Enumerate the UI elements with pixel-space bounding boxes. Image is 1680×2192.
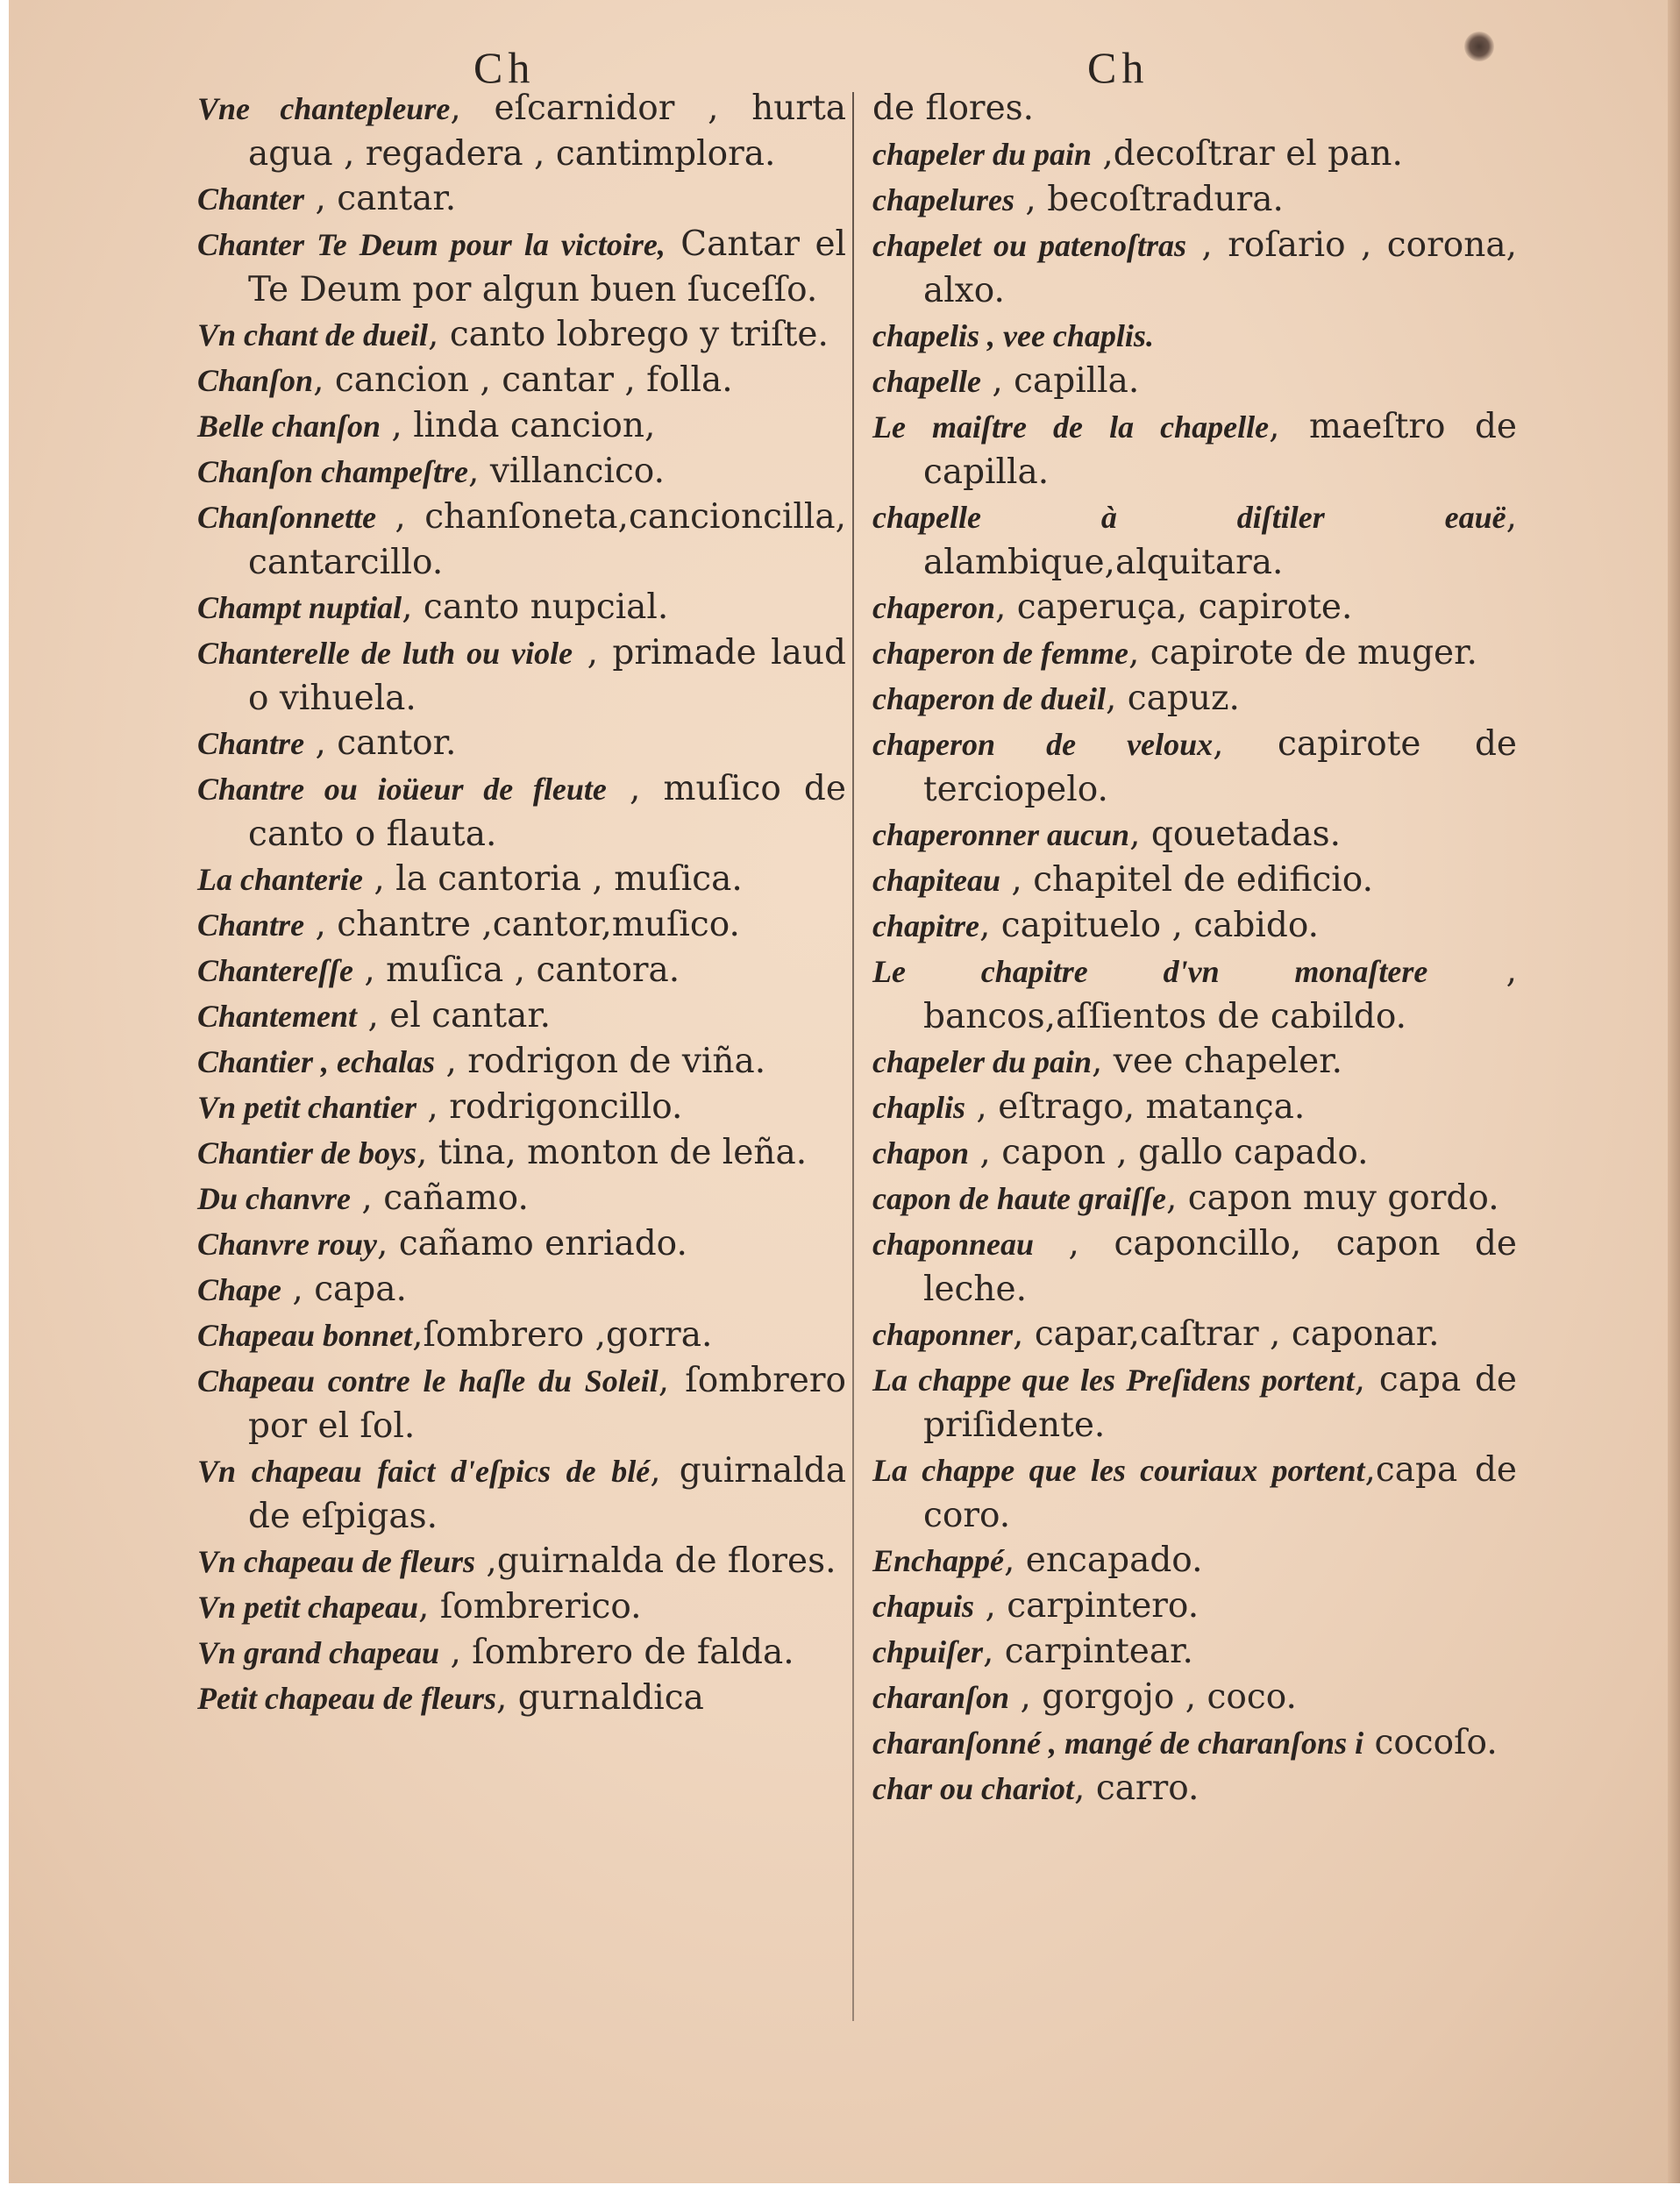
dictionary-entry (872, 1085, 1517, 1130)
dictionary-entry (872, 132, 1517, 177)
entry-translation: ,guirnalda de flores. (475, 1541, 836, 1581)
entry-translation: , rodrigon de viña. (435, 1042, 766, 1081)
dictionary-entry (872, 722, 1517, 812)
entry-headword: Chanſonnette (197, 500, 377, 535)
dictionary-entry (197, 993, 846, 1039)
entry-translation: , chanſoneta,cancioncilla, cantarcillo. (248, 497, 846, 582)
entry-translation: , tina, monton de leña. (416, 1133, 808, 1172)
dictionary-entry (197, 948, 846, 993)
entry-headword: char ou chariot (872, 1771, 1075, 1806)
entry-translation: , carpintear. (983, 1632, 1193, 1671)
dictionary-entry (197, 630, 846, 721)
entry-headword: chaperonner aucun (872, 817, 1130, 852)
dictionary-entry (872, 223, 1517, 313)
entry-translation: , bancos,aſſientos de cabildo. (923, 951, 1517, 1036)
entry-translation: , el cantar. (357, 996, 552, 1036)
entry-translation: cocoſo. (1363, 1723, 1498, 1762)
entry-headword: Chantre (197, 726, 305, 761)
entry-translation: , carpintero. (974, 1586, 1199, 1626)
entry-translation: , muſico de canto o flauta. (248, 769, 846, 854)
dictionary-entry (872, 1766, 1517, 1811)
entry-headword: Le chapitre d'vn monaſtere (872, 954, 1428, 989)
entry-headword: Chantement (197, 999, 358, 1034)
entry-translation: , ſombrerico. (418, 1587, 642, 1626)
dictionary-entry (872, 1538, 1517, 1584)
entry-headword: chapelle (872, 364, 981, 399)
entry-translation: , capirote de muger. (1128, 633, 1477, 673)
left-column (197, 86, 846, 1721)
dictionary-entry (197, 1039, 846, 1085)
entry-headword: chapelet ou patenoſtras (872, 228, 1186, 263)
entry-headword: Chantier , echalas (197, 1044, 436, 1079)
page-edge (1668, 0, 1680, 2183)
dictionary-entry (197, 766, 846, 857)
entry-translation: , cantar. (304, 179, 457, 218)
dictionary-entry (872, 1629, 1517, 1675)
dictionary-entry (872, 1039, 1517, 1085)
entry-headword: Chanvre rouy (197, 1227, 378, 1262)
entry-headword: chaperon de femme (872, 636, 1128, 671)
entry-translation: de flores. (872, 89, 1035, 128)
entry-translation: , ſombrero de falda. (439, 1633, 794, 1672)
entry-headword: Vne chantepleure (197, 91, 451, 126)
entry-translation: , encapado. (1004, 1541, 1203, 1580)
entry-headword: Chanſon champeſtre (197, 454, 469, 489)
entry-translation: , muſica , cantora. (352, 950, 680, 990)
entry-translation: , ſombrero por el ſol. (248, 1361, 846, 1446)
entry-translation: Cantar el Te Deum por algun buen ſuceſſo. (248, 224, 847, 310)
dictionary-entry (197, 1313, 846, 1358)
dictionary-page (9, 0, 1680, 2183)
entry-translation: , caponcillo, capon de leche. (923, 1224, 1517, 1309)
entry-translation: , guirnalda de eſpigas. (248, 1451, 847, 1536)
entry-translation: , maeſtro de capilla. (923, 407, 1517, 492)
dictionary-entry (872, 858, 1517, 903)
entry-headword: chpuiſer (872, 1634, 983, 1669)
entry-translation: , cañamo. (351, 1178, 529, 1218)
dictionary-entry (197, 1221, 846, 1267)
entry-translation: , capa de priſidente. (923, 1360, 1518, 1445)
entry-headword: chaperon de dueil (872, 681, 1106, 716)
dictionary-entry (872, 1584, 1517, 1629)
entry-translation: ,ſombrero ,gorra. (412, 1315, 713, 1355)
entry-headword: Chapeau contre le haſle du Soleil (197, 1363, 658, 1398)
entry-headword: Chanterelle de luth ou viole (197, 636, 573, 671)
entry-translation: , canto lobrego y triſte. (428, 315, 829, 354)
entry-headword: charanſon (872, 1680, 1010, 1715)
dictionary-entry (872, 1176, 1517, 1221)
dictionary-entry (872, 404, 1517, 495)
dictionary-entry (872, 903, 1517, 949)
dictionary-entry (197, 857, 846, 902)
dictionary-entry (872, 1221, 1517, 1312)
entry-translation: , villancico. (468, 452, 665, 491)
dictionary-entry (872, 812, 1517, 858)
entry-translation: , capuz. (1106, 679, 1240, 718)
right-column-header: Ch (1087, 43, 1150, 92)
entry-translation: , cantor. (304, 723, 457, 763)
entry-translation: , linda cancion, (381, 406, 656, 445)
dictionary-entry (872, 1675, 1517, 1720)
entry-translation: , alambique,alquitara. (923, 497, 1517, 582)
entry-translation: , capon , gallo capado. (969, 1133, 1369, 1172)
entry-headword: Vn chant de dueil (197, 317, 429, 352)
ink-blot (1464, 32, 1494, 61)
entry-headword: chapitre (872, 908, 979, 943)
dictionary-entry (872, 359, 1517, 404)
entry-headword: La chappe que les Preſidens portent (872, 1363, 1355, 1398)
entry-translation: , chantre ,cantor,muſico. (304, 905, 740, 944)
entry-headword: chapelures (872, 182, 1014, 217)
dictionary-entry (872, 949, 1517, 1039)
dictionary-entry (872, 676, 1517, 722)
entry-translation: , capa. (281, 1270, 407, 1309)
entry-translation: , primade laud o vihuela. (248, 633, 846, 718)
entry-translation: , canto nupcial. (402, 587, 669, 627)
column-divider (852, 92, 854, 2021)
entry-headword: chaponneau (872, 1227, 1035, 1262)
entry-translation: , capilla. (980, 361, 1140, 401)
entry-headword: capon de haute graiſſe (872, 1181, 1166, 1216)
entry-headword: Enchappé (872, 1543, 1005, 1578)
dictionary-entry (872, 86, 1517, 132)
entry-translation: , cancion , cantar , folla. (313, 360, 733, 400)
entry-headword: Chanter (197, 181, 305, 217)
entry-headword: Champt nuptial (197, 590, 402, 625)
entry-headword: charanſonné , mangé de charanſons i (872, 1726, 1364, 1761)
dictionary-entry (872, 1357, 1517, 1448)
entry-translation: , eſtrago, matança. (965, 1087, 1306, 1127)
entry-headword: chaperon de veloux (872, 727, 1214, 762)
entry-headword: chapelis , vee chaplis. (872, 318, 1154, 353)
dictionary-entry (872, 1720, 1517, 1766)
dictionary-entry (197, 176, 846, 222)
dictionary-entry (197, 1085, 846, 1130)
dictionary-entry (872, 177, 1517, 223)
left-column-header: Ch (473, 43, 536, 92)
dictionary-entry (197, 1358, 846, 1448)
dictionary-entry (197, 1584, 846, 1630)
entry-translation: , eſcarnidor , hurta agua , regadera , cantimplora. (248, 89, 846, 174)
entry-translation: , roſario , corona, alxo. (923, 225, 1517, 310)
entry-headword: Chape (197, 1272, 282, 1307)
dictionary-entry (197, 1630, 846, 1676)
dictionary-entry (197, 1176, 846, 1221)
entry-headword: Vn petit chantier (197, 1090, 417, 1125)
entry-headword: chapelle à diſtiler eauë (872, 500, 1506, 535)
dictionary-entry (197, 1448, 846, 1539)
entry-headword: Chanſon (197, 363, 314, 398)
dictionary-entry (197, 585, 846, 630)
dictionary-entry (197, 1539, 846, 1584)
entry-headword: Vn grand chapeau (197, 1635, 440, 1670)
right-column (872, 86, 1517, 1811)
entry-headword: chapeler du pain (872, 137, 1093, 172)
entry-headword: La chanterie (197, 862, 363, 897)
dictionary-entry (197, 1267, 846, 1313)
dictionary-entry (197, 902, 846, 948)
dictionary-entry (872, 313, 1517, 359)
entry-headword: Vn chapeau faict d'eſpics de blé (197, 1454, 651, 1489)
entry-headword: chapeler du pain (872, 1044, 1093, 1079)
dictionary-entry (197, 1130, 846, 1176)
entry-headword: Chantre (197, 907, 305, 943)
dictionary-entry (197, 1676, 846, 1721)
entry-translation: , rodrigoncillo. (416, 1087, 683, 1127)
dictionary-entry (197, 449, 846, 495)
dictionary-entry (872, 1130, 1517, 1176)
entry-translation: , gorgojo , coco. (1009, 1677, 1297, 1717)
entry-headword: La chappe que les couriaux portent (872, 1453, 1365, 1488)
entry-headword: Chanter Te Deum pour la victoire, (197, 227, 666, 262)
entry-headword: Vn petit chapeau (197, 1590, 419, 1625)
entry-headword: Du chanvre (197, 1181, 352, 1216)
entry-translation: ,capa de coro. (923, 1450, 1517, 1535)
dictionary-entry (197, 495, 846, 585)
dictionary-entry (872, 1312, 1517, 1357)
entry-translation: , becoſtradura. (1014, 180, 1284, 219)
entry-headword: chapiteau (872, 863, 1001, 898)
entry-headword: Chantereſſe (197, 953, 353, 988)
dictionary-entry (197, 403, 846, 449)
entry-translation: , la cantoria , muſica. (362, 859, 743, 899)
entry-headword: Petit chapeau de fleurs (197, 1681, 496, 1716)
entry-translation: , carro. (1074, 1769, 1199, 1808)
entry-translation: , capituelo , cabido. (979, 906, 1320, 945)
entry-translation: , caperuça, capirote. (995, 587, 1353, 627)
entry-headword: chaplis (872, 1090, 966, 1125)
dictionary-entry (197, 86, 846, 176)
entry-headword: Chantier de boys (197, 1135, 417, 1171)
dictionary-entry (872, 630, 1517, 676)
entry-translation: , gurnaldica (495, 1678, 704, 1718)
dictionary-entry (197, 721, 846, 766)
entry-translation: , capirote de terciopelo. (923, 724, 1517, 809)
entry-translation: , capar,caſtrar , caponar. (1013, 1314, 1440, 1354)
entry-translation: , capon muy gordo. (1165, 1178, 1499, 1218)
entry-headword: chaponner (872, 1317, 1014, 1352)
entry-translation: ,decoſtrar el pan. (1092, 134, 1403, 174)
dictionary-entry (872, 585, 1517, 630)
entry-translation: , chapitel de edificio. (1000, 860, 1373, 900)
dictionary-entry (197, 222, 846, 312)
entry-translation: , qouetadas. (1129, 815, 1342, 854)
entry-headword: Vn chapeau de fleurs (197, 1544, 476, 1579)
entry-headword: Chapeau bonnet (197, 1318, 413, 1353)
entry-headword: Le maiſtre de la chapelle (872, 409, 1270, 445)
dictionary-entry (872, 495, 1517, 585)
entry-translation: , cañamo enriado. (377, 1224, 687, 1263)
entry-translation: , vee chapeler. (1092, 1042, 1342, 1081)
entry-headword: chapon (872, 1135, 970, 1171)
dictionary-entry (872, 1448, 1517, 1538)
entry-headword: chapuis (872, 1589, 975, 1624)
entry-headword: Chantre ou ioüeur de fleute (197, 772, 607, 807)
dictionary-entry (197, 358, 846, 403)
entry-headword: Belle chanſon (197, 409, 381, 444)
dictionary-entry (197, 312, 846, 358)
entry-headword: chaperon (872, 590, 996, 625)
